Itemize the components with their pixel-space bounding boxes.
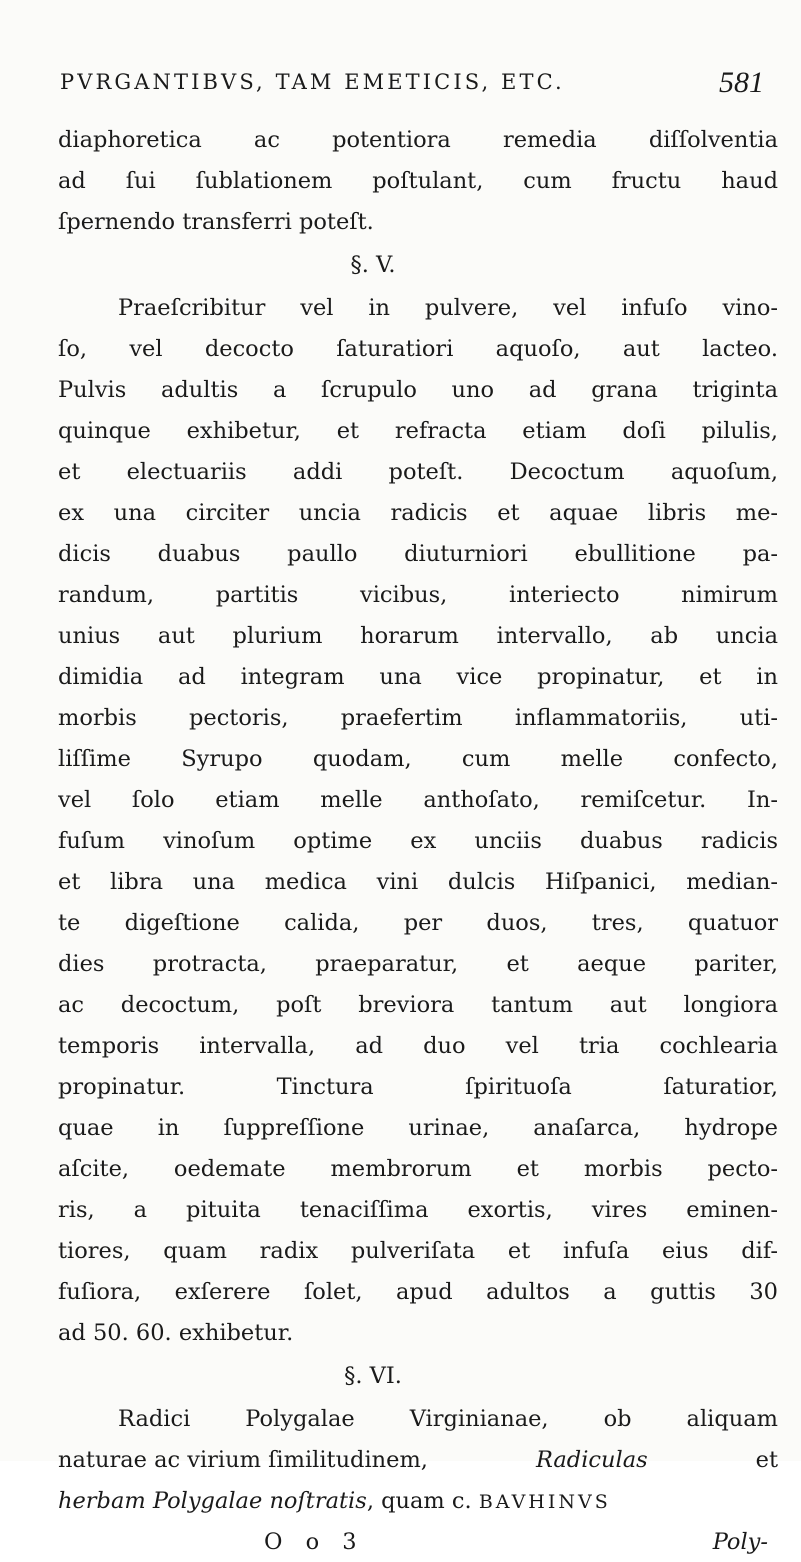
text-line: morbis pectoris, praefertim inflammatoriis, uti- [58, 705, 778, 731]
text-line: Radici Polygalae Virginianae, ob aliquam [118, 1406, 778, 1432]
running-head-title: PVRGANTIBVS, TAM EMETICIS, ETC. [60, 70, 565, 94]
text-line: fuſum vinoſum optime ex unciis duabus radicis [58, 828, 778, 854]
text-line: randum, partitis vicibus, interiecto nimirum [58, 582, 778, 608]
text-line-part: et [755, 1447, 778, 1473]
text-line: et electuariis addi poteſt. Decoctum aquoſum, [58, 459, 778, 485]
text-line: temporis intervalla, ad duo vel tria cochlearia [58, 1033, 778, 1059]
small-caps-name: BAVHINVS [478, 1491, 611, 1513]
text-line: liſſime Syrupo quodam, cum melle confecto, [58, 746, 778, 772]
signature-mark: O o 3 [264, 1529, 365, 1555]
text-line: ad 50. 60. exhibetur. [58, 1320, 294, 1346]
section-heading-5: §. V. [350, 252, 396, 278]
text-line: ſo, vel decocto ſaturatiori aquoſo, aut lacteo. [58, 336, 778, 362]
text-line: ex una circiter uncia radicis et aquae libris me- [58, 500, 778, 526]
text-line: aſcite, oedemate membrorum et morbis pecto- [58, 1156, 778, 1182]
text-line: te digeſtione calida, per duos, tres, quatuor [58, 910, 778, 936]
body-text [58, 120, 778, 1562]
text-line: et libra una medica vini dulcis Hiſpanici, median- [58, 869, 778, 895]
page-number: 581 [719, 66, 764, 99]
text-line-part: naturae ac virium ſimilitudinem, [58, 1447, 428, 1473]
text-line: ſpernendo transferri poteſt. [58, 209, 374, 235]
signature-line [58, 1522, 778, 1562]
text-line: ris, a pituita tenaciſſima exortis, vires eminen- [58, 1197, 778, 1223]
text-line: fuſiora, exſerere ſolet, apud adultos a guttis 30 [58, 1279, 778, 1305]
text-line: propinatur. Tinctura ſpirituoſa ſaturatior, [58, 1074, 778, 1100]
italic-phrase: herbam Polygalae noſtratis [58, 1488, 367, 1514]
catchword: Poly- [712, 1529, 768, 1555]
text-line: Pulvis adultis a ſcrupulo uno ad grana triginta [58, 377, 778, 403]
text-line: dicis duabus paullo diuturniori ebullitione pa- [58, 541, 778, 567]
text-line: quae in ſuppreſſione urinae, anaſarca, hydrope [58, 1115, 778, 1141]
text-line-italic: Radiculas [535, 1447, 648, 1473]
text-line: Praeſcribitur vel in pulvere, vel infuſo vino- [118, 295, 778, 321]
text-line: quinque exhibetur, et refracta etiam doſi pilulis, [58, 418, 778, 444]
roman-phrase: , quam c. [366, 1488, 472, 1514]
text-line: ac decoctum, poſt breviora tantum aut longiora [58, 992, 778, 1018]
text-line: dies protracta, praeparatur, et aeque pariter, [58, 951, 778, 977]
text-line: ad ſui ſublationem poſtulant, cum fructu haud [58, 168, 778, 194]
text-line: dimidia ad integram una vice propinatur, et in [58, 664, 778, 690]
section-heading-6: §. VI. [344, 1363, 402, 1389]
text-line: vel ſolo etiam melle anthoſato, remiſcetur. In- [58, 787, 778, 813]
text-line: unius aut plurium horarum intervallo, ab uncia [58, 623, 778, 649]
running-head [60, 66, 764, 106]
text-line-last [58, 1481, 778, 1522]
text-line: diaphoretica ac potentiora remedia diſſolventia [58, 127, 778, 153]
text-line: tiores, quam radix pulveriſata et infuſa eius dif- [58, 1238, 778, 1264]
